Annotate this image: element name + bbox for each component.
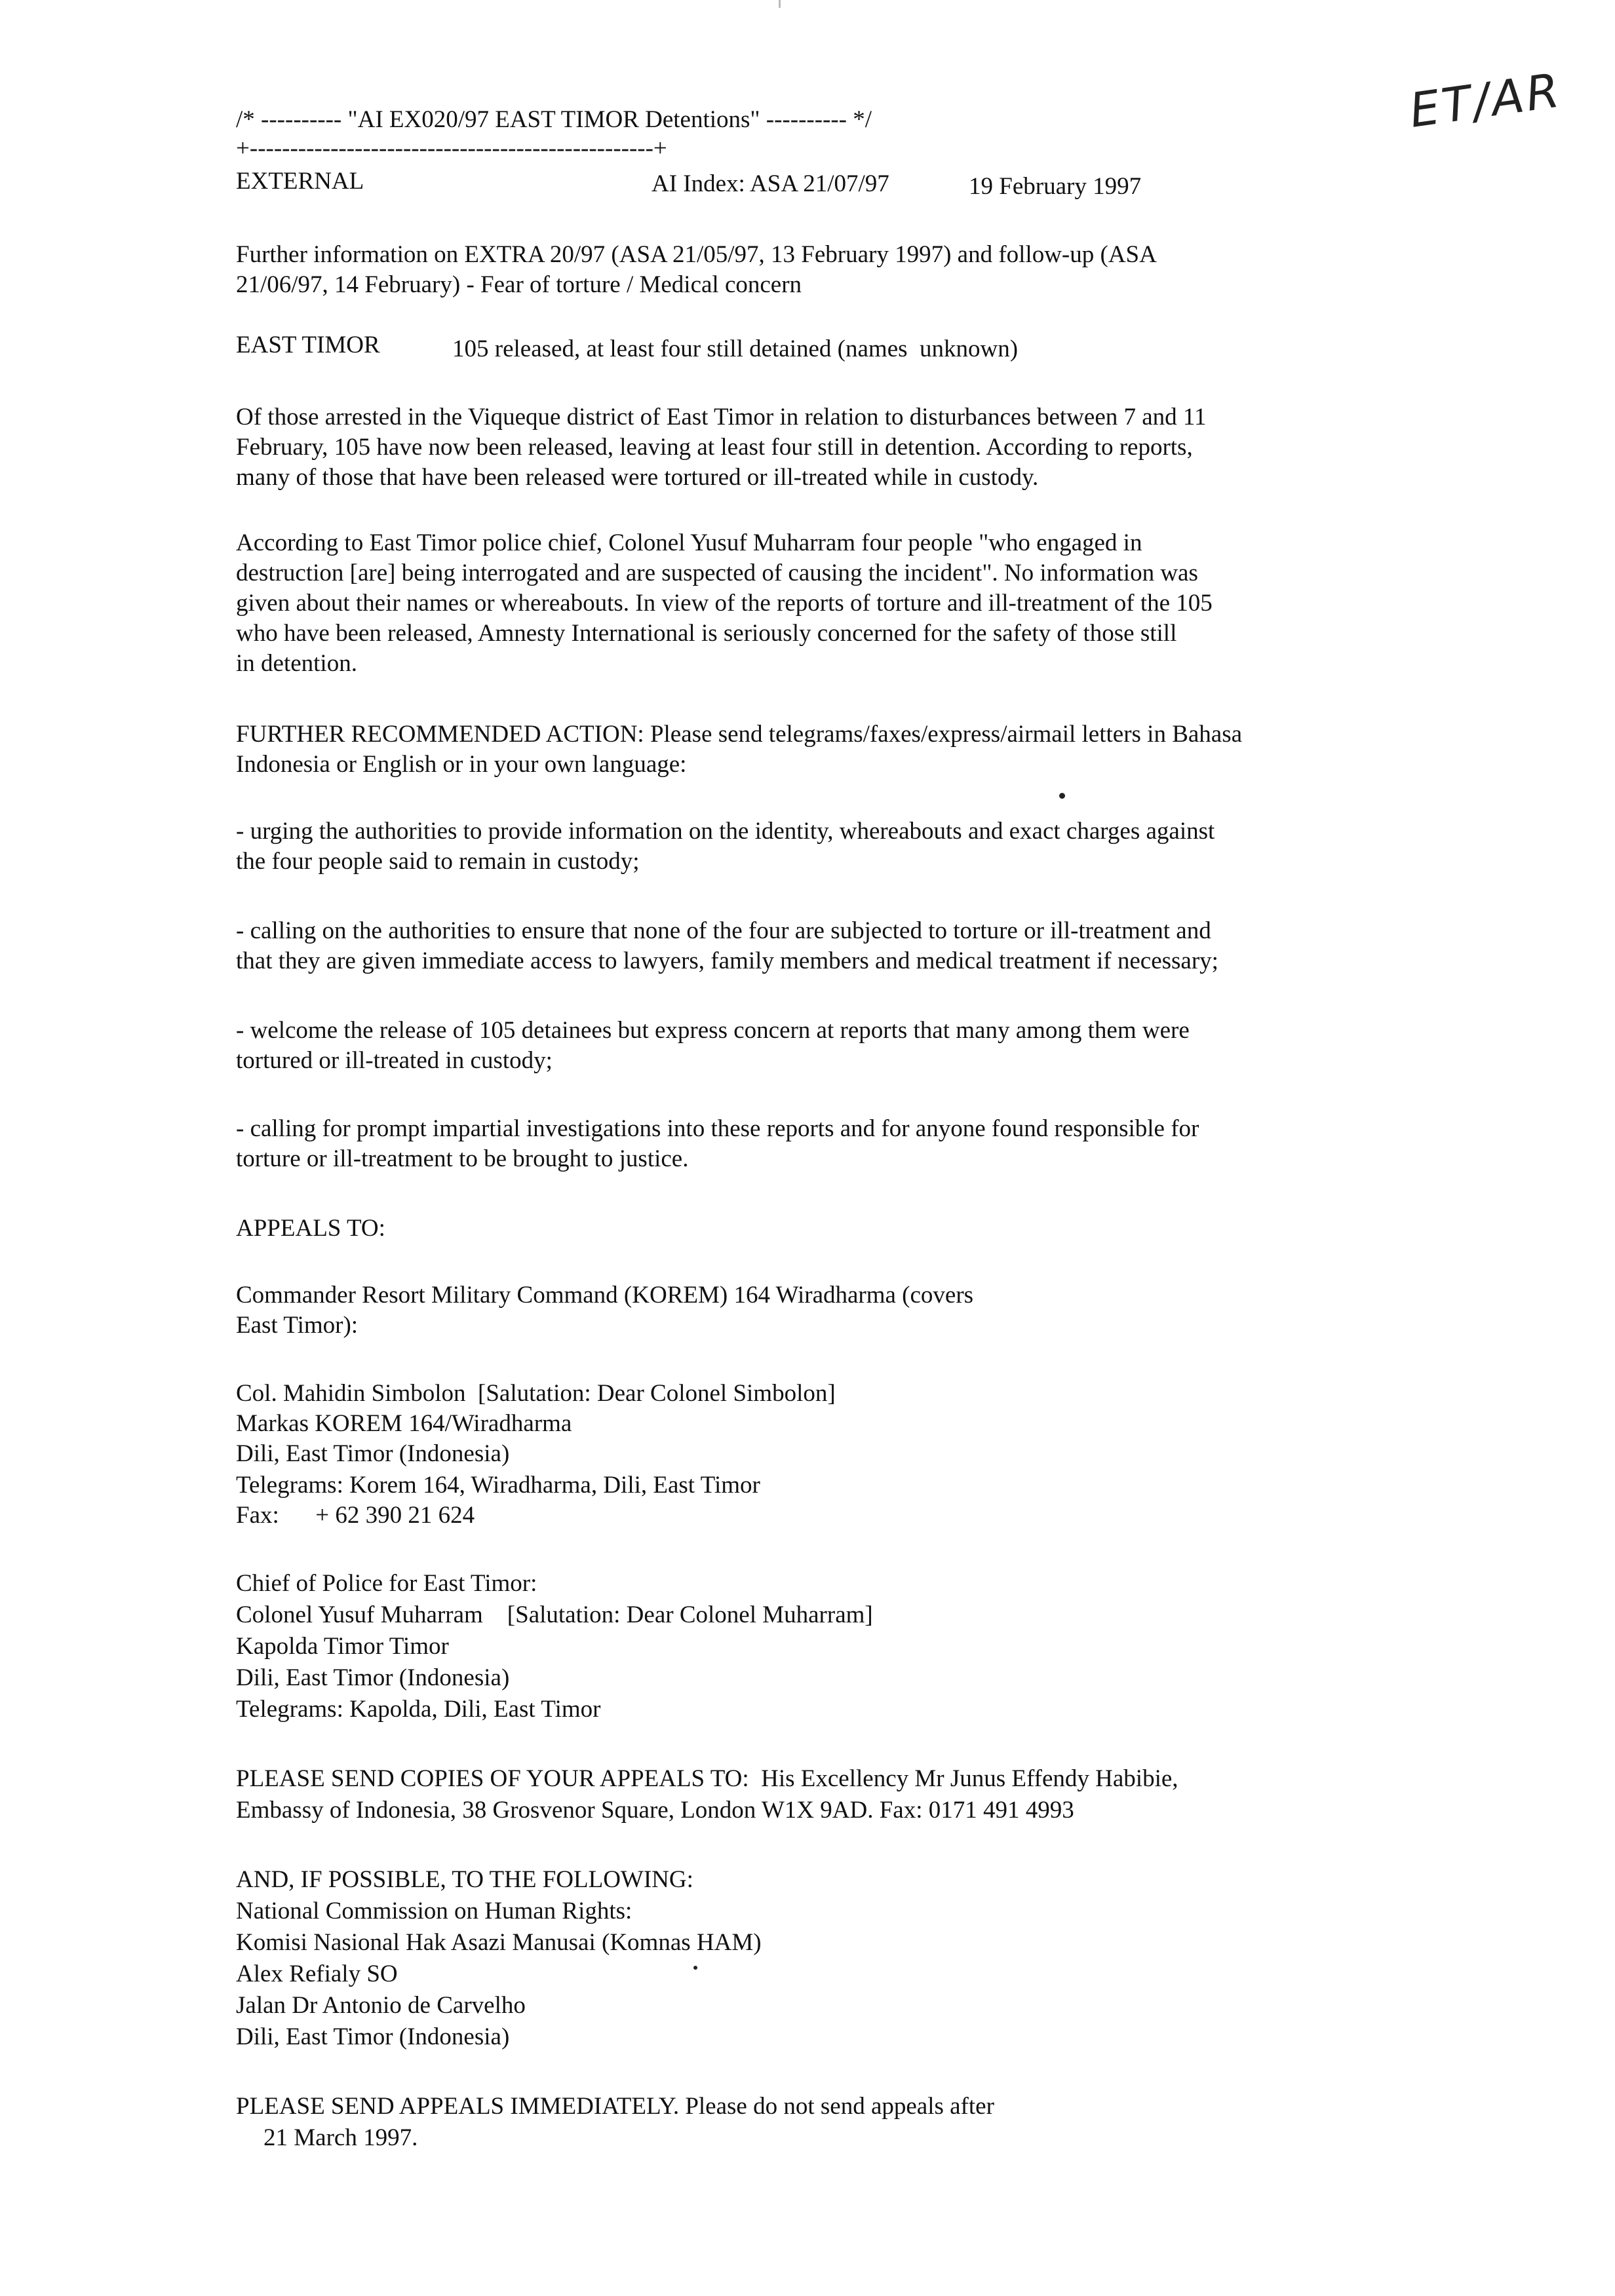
headline-text: 105 released, at least four still detained (names unknown)	[452, 335, 1019, 362]
recipient-1-line: Telegrams: Korem 164, Wiradharma, Dili, East Timor	[236, 1472, 760, 1499]
recipient-2-line: Chief of Police for East Timor:	[236, 1570, 537, 1597]
recipient-1-intro: Commander Resort Military Command (KOREM) 164 Wiradharma (covers	[236, 1282, 974, 1309]
also-line: Jalan Dr Antonio de Carvelho	[236, 1992, 526, 2019]
recipient-1-line: Dili, East Timor (Indonesia)	[236, 1440, 510, 1467]
bullet-line: tortured or ill-treated in custody;	[236, 1047, 553, 1074]
recipient-2-line: Telegrams: Kapolda, Dili, East Timor	[236, 1696, 601, 1723]
also-line: National Commission on Human Rights:	[236, 1898, 632, 1924]
intro-line-2: 21/06/97, 14 February) - Fear of torture / Medical concern	[236, 271, 802, 298]
closing-deadline: 21 March 1997.	[263, 2124, 418, 2151]
paragraph-2-line: who have been released, Amnesty International is seriously concerned for the safety of those still	[236, 620, 1177, 647]
issue-date: 19 February 1997	[969, 173, 1142, 200]
closing-line: PLEASE SEND APPEALS IMMEDIATELY. Please do not send appeals after	[236, 2093, 994, 2120]
rule-line: +--------------------------------------------------+	[236, 135, 667, 162]
action-line: FURTHER RECOMMENDED ACTION: Please send telegrams/faxes/express/airmail letters in Bahasa	[236, 721, 1243, 748]
also-line: Dili, East Timor (Indonesia)	[236, 2023, 510, 2050]
paragraph-2-line: According to East Timor police chief, Colonel Yusuf Muharram four people "who engaged in	[236, 529, 1142, 556]
paragraph-2-line: destruction [are] being interrogated and are suspected of causing the incident". No information was	[236, 560, 1198, 586]
also-line: Komisi Nasional Hak Asazi Manusai (Komnas HAM)	[236, 1929, 762, 1956]
copies-line: Embassy of Indonesia, 38 Grosvenor Square, London W1X 9AD. Fax: 0171 491 4993	[236, 1797, 1074, 1824]
bullet-line: - urging the authorities to provide information on the identity, whereabouts and exact charges against	[236, 818, 1215, 845]
copies-line: PLEASE SEND COPIES OF YOUR APPEALS TO: His Excellency Mr Junus Effendy Habibie,	[236, 1765, 1178, 1792]
scan-speck	[693, 1966, 697, 1970]
recipient-1-line: Col. Mahidin Simbolon [Salutation: Dear Colonel Simbolon]	[236, 1380, 836, 1407]
distribution-label: EXTERNAL	[236, 168, 364, 195]
bullet-line: - calling for prompt impartial investigations into these reports and for anyone found responsible for	[236, 1115, 1199, 1142]
recipient-2-line: Colonel Yusuf Muharram [Salutation: Dear Colonel Muharram]	[236, 1601, 873, 1628]
ai-index: AI Index: ASA 21/07/97	[652, 170, 889, 197]
bullet-line: - welcome the release of 105 detainees but express concern at reports that many among them were	[236, 1017, 1190, 1044]
appeals-heading: APPEALS TO:	[236, 1215, 385, 1242]
also-line: Alex Refialy SO	[236, 1961, 398, 1987]
intro-line-1: Further information on EXTRA 20/97 (ASA 21/05/97, 13 February 1997) and follow-up (ASA	[236, 241, 1157, 268]
recipient-2-line: Dili, East Timor (Indonesia)	[236, 1664, 510, 1691]
scan-speck	[1059, 793, 1065, 799]
action-line: Indonesia or English or in your own language:	[236, 751, 687, 778]
subject-line: /* ---------- "AI EX020/97 EAST TIMOR Detentions" ---------- */	[236, 106, 872, 133]
paragraph-1-line: February, 105 have now been released, leaving at least four still in detention. According to reports,	[236, 434, 1193, 461]
paragraph-2-line: in detention.	[236, 650, 357, 677]
bullet-line: the four people said to remain in custody;	[236, 848, 640, 875]
paragraph-1-line: many of those that have been released were tortured or ill-treated while in custody.	[236, 464, 1039, 491]
recipient-1-intro: East Timor):	[236, 1312, 359, 1339]
recipient-1-fax: Fax: + 62 390 21 624	[236, 1502, 475, 1529]
bullet-line: - calling on the authorities to ensure that none of the four are subjected to torture or ill-treatment and	[236, 917, 1211, 944]
headline-country: EAST TIMOR	[236, 332, 380, 358]
paragraph-2-line: given about their names or whereabouts. In view of the reports of torture and ill-treatment of the 105	[236, 590, 1213, 617]
recipient-1-line: Markas KOREM 164/Wiradharma	[236, 1410, 572, 1437]
bullet-line: that they are given immediate access to lawyers, family members and medical treatment if necessary;	[236, 947, 1218, 974]
scan-mark	[779, 0, 781, 8]
paragraph-1-line: Of those arrested in the Viqueque district of East Timor in relation to disturbances between 7 and 11	[236, 404, 1207, 430]
recipient-2-line: Kapolda Timor Timor	[236, 1633, 449, 1660]
bullet-line: torture or ill-treatment to be brought to justice.	[236, 1145, 689, 1172]
also-line: AND, IF POSSIBLE, TO THE FOLLOWING:	[236, 1866, 693, 1893]
handwritten-mark: ET/AR	[1406, 62, 1565, 138]
